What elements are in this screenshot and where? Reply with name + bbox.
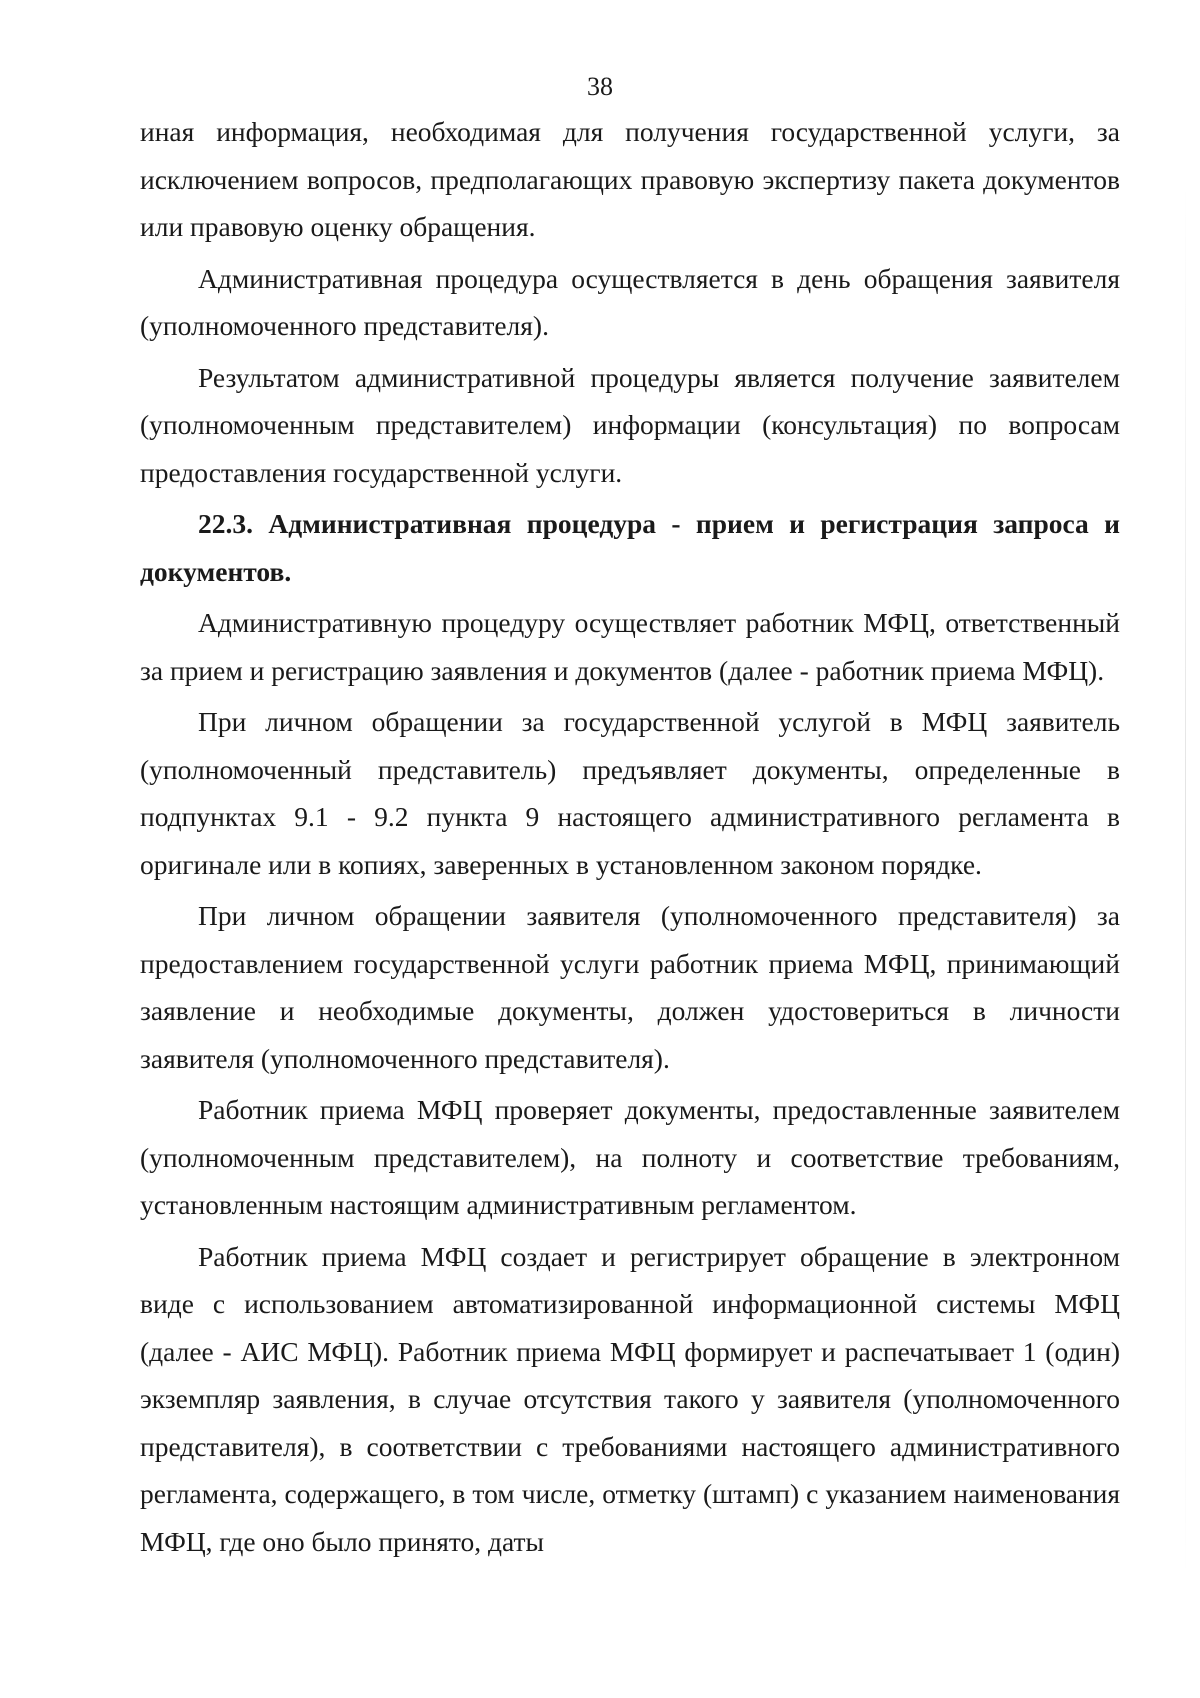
paragraph-procedure-timing: Административная процедура осуществляется в день обращения заявителя (уполномоченного представителя).	[140, 262, 1120, 341]
paragraph-continuation: иная информация, необходимая для получения государственной услуги, за исключением вопросов, предполагающих правовую экспертизу пакета документов или правовую оценку обращения.	[140, 116, 1120, 242]
body-text	[140, 108, 1120, 1569]
paragraph-identity-check: При личном обращении заявителя (уполномоченного представителя) за предоставлением государственной услуги работник приема МФЦ, принимающий заявление и необходимые документы, должен удостовериться в личности заявителя (уполномоченного представителя).	[140, 900, 1120, 1074]
paragraph-responsible-worker: Административную процедуру осуществляет работник МФЦ, ответственный за прием и регистрацию заявления и документов (далее - работник приема МФЦ).	[140, 607, 1120, 686]
paragraph-personal-appeal: При личном обращении за государственной услугой в МФЦ заявитель (уполномоченный представитель) предъявляет документы, определенные в подпунктах 9.1 - 9.2 пункта 9 настоящего административного регламента в оригинале или в копиях, заверенных в установленном законом порядке.	[140, 706, 1120, 880]
scan-edge-line	[1185, 180, 1186, 1580]
page-number: 38	[587, 72, 613, 101]
section-heading-22-3: 22.3. Административная процедура - прием и регистрация запроса и документов.	[140, 508, 1120, 587]
paragraph-procedure-result: Результатом административной процедуры является получение заявителем (уполномоченным представителем) информации (консультация) по вопросам предоставления государственной услуги.	[140, 361, 1120, 488]
paragraph-document-check: Работник приема МФЦ проверяет документы, предоставленные заявителем (уполномоченным представителем), на полноту и соответствие требованиям, установленным настоящим административным регламентом.	[140, 1094, 1120, 1220]
paragraph-registration: Работник приема МФЦ создает и регистрирует обращение в электронном виде с использованием автоматизированной информационной системы МФЦ (далее - АИС МФЦ). Работник приема МФЦ формирует и распечатывает 1 (один) экземпляр заявления, в случае отсутствия такого у заявителя (уполномоченного представителя), в соответствии с требованиями настоящего административного регламента, содержащего, в том числе, отметку (штамп) с указанием наименования МФЦ, где оно было принято, даты	[140, 1240, 1120, 1557]
